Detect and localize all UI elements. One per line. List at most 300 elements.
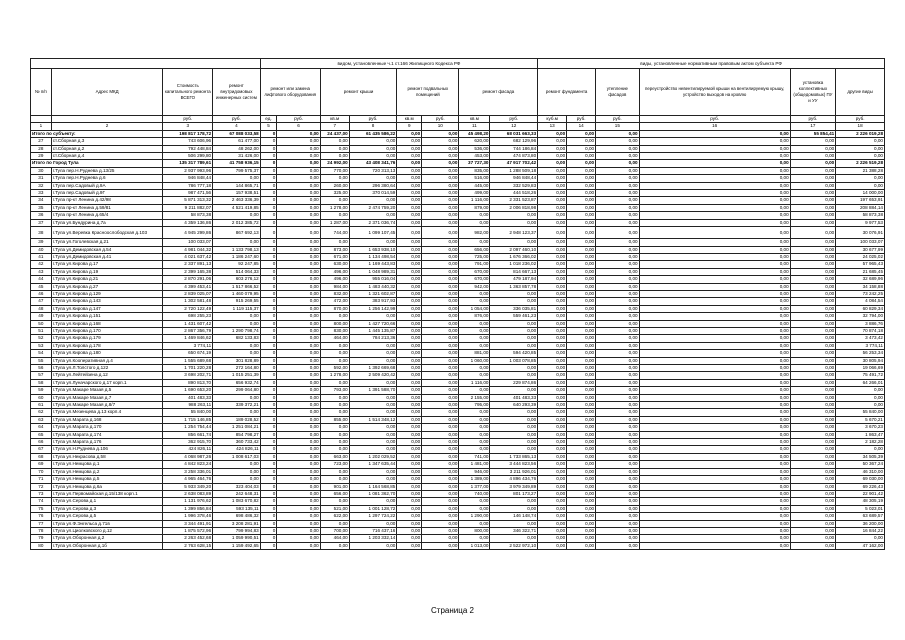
- value-cell: 4 399 453,41: [163, 283, 213, 290]
- row-address: г.Тула ул.Марата д.176: [51, 439, 163, 446]
- value-cell: 2 937 993,96: [163, 167, 213, 174]
- value-cell: 0,00: [567, 197, 596, 204]
- unit-cell: руб.: [163, 116, 213, 123]
- value-cell: 0,00: [397, 182, 422, 189]
- value-cell: 0,00: [639, 342, 790, 349]
- row-address: г.Тула ул.Кирова д.21: [51, 276, 163, 283]
- value-cell: 48 305,19: [836, 498, 885, 505]
- value-cell: 0,00: [397, 350, 422, 357]
- value-cell: 0,00: [277, 290, 320, 297]
- row-address: г.Тула ул.Кирова д.179: [51, 335, 163, 342]
- value-cell: 0: [260, 527, 277, 534]
- col-num-cell: 8: [349, 123, 397, 130]
- value-cell: 0,00: [422, 453, 459, 460]
- value-cell: 0,00: [538, 212, 567, 219]
- value-cell: 0,00: [397, 268, 422, 275]
- value-cell: 0,00: [790, 219, 836, 226]
- value-cell: 0,00: [538, 498, 567, 505]
- value-cell: 0,00: [277, 160, 320, 167]
- row-number: 44: [31, 276, 52, 283]
- value-cell: 401 483,33: [490, 394, 538, 401]
- value-cell: 19 066,69: [836, 365, 885, 372]
- value-cell: 0,00: [538, 219, 567, 226]
- row-number: 62: [31, 409, 52, 416]
- value-cell: 0,00: [538, 476, 567, 483]
- value-cell: 603 276,12: [213, 276, 261, 283]
- subtotal-label: Итого по субъекту:: [31, 130, 163, 137]
- value-cell: 0: [260, 513, 277, 520]
- row-number: 52: [31, 335, 52, 342]
- value-cell: 915 269,55: [213, 298, 261, 305]
- value-cell: 622,00: [320, 513, 349, 520]
- table-row: [31, 283, 885, 290]
- value-cell: 1 099 107,45: [349, 227, 397, 239]
- value-cell: 0,00: [596, 379, 639, 386]
- table-row: [31, 527, 885, 534]
- row-number: 46: [31, 290, 52, 297]
- value-cell: 47 162,00: [836, 542, 885, 549]
- value-cell: 63 689,57: [836, 513, 885, 520]
- value-cell: 0,00: [459, 446, 490, 453]
- value-cell: 0,00: [538, 138, 567, 145]
- value-cell: 0,00: [397, 431, 422, 438]
- row-number: 29: [31, 153, 52, 160]
- unit-cell: руб.: [567, 116, 596, 123]
- value-cell: 3 258 336,01: [163, 468, 213, 475]
- row-address: г.Тула ул.Кирова д.178: [51, 342, 163, 349]
- value-cell: 656 932,74: [213, 379, 261, 386]
- value-cell: 0,00: [277, 453, 320, 460]
- value-cell: 45 498,20: [459, 130, 490, 137]
- value-cell: 0,00: [639, 446, 790, 453]
- value-cell: 0,00: [538, 342, 567, 349]
- value-cell: 0,00: [320, 439, 349, 446]
- row-number: 43: [31, 268, 52, 275]
- row-number: 58: [31, 379, 52, 386]
- value-cell: 0,00: [277, 227, 320, 239]
- value-cell: 1 133 798,13: [213, 246, 261, 253]
- value-cell: 0,00: [790, 153, 836, 160]
- value-cell: 0: [260, 535, 277, 542]
- value-cell: 881,00: [459, 350, 490, 357]
- value-cell: 1 186 247,60: [213, 253, 261, 260]
- value-cell: 58 873,38: [836, 212, 885, 219]
- row-address: г.Тула ул.Серова д.1: [51, 498, 163, 505]
- value-cell: 0,00: [397, 409, 422, 416]
- value-cell: 0,00: [349, 520, 397, 527]
- value-cell: 0,00: [538, 290, 567, 297]
- value-cell: 2 263 452,68: [163, 535, 213, 542]
- value-cell: 670,00: [459, 276, 490, 283]
- value-cell: 0,00: [596, 350, 639, 357]
- value-cell: 0,00: [639, 424, 790, 431]
- value-cell: 0,00: [422, 446, 459, 453]
- value-cell: 0,00: [596, 290, 639, 297]
- value-cell: 1 460 079,95: [213, 290, 261, 297]
- value-cell: 21 388,28: [836, 167, 885, 174]
- value-cell: 0: [260, 290, 277, 297]
- row-number: 28: [31, 145, 52, 152]
- value-cell: 0,00: [790, 138, 836, 145]
- value-cell: 0,00: [836, 153, 885, 160]
- value-cell: 2 870 291,06: [163, 276, 213, 283]
- value-cell: 0,00: [349, 468, 397, 475]
- value-cell: 5 933 349,20: [163, 483, 213, 490]
- value-cell: 0,00: [490, 372, 538, 379]
- value-cell: 55 840,00: [836, 409, 885, 416]
- value-cell: 0,00: [639, 197, 790, 204]
- value-cell: 4 842 823,24: [163, 461, 213, 468]
- value-cell: 0,00: [422, 439, 459, 446]
- table-row: [31, 253, 885, 260]
- value-cell: 0,00: [277, 145, 320, 152]
- value-cell: 0,00: [639, 365, 790, 372]
- value-cell: 536,00: [459, 145, 490, 152]
- value-cell: 0,00: [596, 520, 639, 527]
- value-cell: 0,00: [397, 527, 422, 534]
- value-cell: 0,00: [639, 513, 790, 520]
- value-cell: 0,00: [567, 357, 596, 364]
- value-cell: 0,00: [490, 335, 538, 342]
- value-cell: 0,00: [422, 327, 459, 334]
- value-cell: 1 391 588,70: [349, 387, 397, 394]
- value-cell: 0,00: [538, 268, 567, 275]
- value-cell: 0,00: [277, 416, 320, 423]
- value-cell: 0,00: [397, 253, 422, 260]
- value-cell: 3 774,11: [163, 342, 213, 349]
- value-cell: 0: [260, 446, 277, 453]
- value-cell: 0,00: [320, 138, 349, 145]
- row-number: 54: [31, 350, 52, 357]
- table-row: [31, 197, 885, 204]
- value-cell: 0,00: [596, 204, 639, 211]
- value-cell: 0,00: [790, 372, 836, 379]
- value-cell: 800,00: [320, 320, 349, 327]
- row-address: г.Тула ул.Н.Руднева д.106: [51, 446, 163, 453]
- value-cell: 0,00: [397, 160, 422, 167]
- value-cell: 0,00: [459, 290, 490, 297]
- value-cell: 0,00: [459, 372, 490, 379]
- value-cell: 0,00: [277, 261, 320, 268]
- col-roof-conversion: переустройство невентилируемой крыши на вентилируемую крышу, устройство выходов на кровлю: [639, 69, 790, 116]
- value-cell: 0,00: [567, 527, 596, 534]
- row-address: г.Тула ул.Демидовская д.54: [51, 246, 163, 253]
- value-cell: 0,00: [639, 313, 790, 320]
- value-cell: 0,00: [397, 498, 422, 505]
- col-num-cell: 17: [790, 123, 836, 130]
- value-cell: 0,00: [490, 446, 538, 453]
- value-cell: 4 896 434,76: [490, 476, 538, 483]
- row-number: 61: [31, 402, 52, 409]
- value-cell: 68 031 663,33: [490, 130, 538, 137]
- row-address: г.Тула ул.Кирова д.151: [51, 313, 163, 320]
- row-number: 70: [31, 468, 52, 475]
- table-row: [31, 476, 885, 483]
- value-cell: 0,00: [277, 182, 320, 189]
- value-cell: 0,00: [422, 130, 459, 137]
- value-cell: 0,00: [490, 505, 538, 512]
- value-cell: 770,00: [320, 167, 349, 174]
- col-num-cell: 18: [836, 123, 885, 130]
- value-cell: 0,00: [277, 212, 320, 219]
- row-address: г.Тула ул.Кирова д.19: [51, 268, 163, 275]
- value-cell: 0,00: [277, 542, 320, 549]
- value-cell: 0,00: [596, 305, 639, 312]
- value-cell: 4 359 136,86: [163, 219, 213, 226]
- row-address: г.Тула ул.Кирова д.168: [51, 320, 163, 327]
- value-cell: 0,00: [567, 335, 596, 342]
- header-blank-left: [31, 59, 261, 69]
- row-number: 35: [31, 204, 52, 211]
- value-cell: 0,00: [567, 160, 596, 167]
- value-cell: 0,00: [538, 298, 567, 305]
- value-cell: 0,00: [422, 342, 459, 349]
- value-cell: 682 133,83: [213, 335, 261, 342]
- value-cell: 0: [260, 298, 277, 305]
- value-cell: 0,00: [422, 212, 459, 219]
- value-cell: 0,00: [213, 313, 261, 320]
- row-number: 27: [31, 138, 52, 145]
- table-row: [31, 298, 885, 305]
- value-cell: 0,00: [397, 424, 422, 431]
- value-cell: 0,00: [790, 197, 836, 204]
- value-cell: 0,00: [596, 357, 639, 364]
- value-cell: 0: [260, 342, 277, 349]
- table-row: [31, 357, 885, 364]
- value-cell: 856 661,74: [163, 431, 213, 438]
- value-cell: 0,00: [567, 219, 596, 226]
- value-cell: 69 226,43: [836, 483, 885, 490]
- value-cell: 0,00: [490, 424, 538, 431]
- value-cell: 0,00: [320, 498, 349, 505]
- row-address: г.Тула ул.Циолковского д.12: [51, 527, 163, 534]
- value-cell: 9 211 882,07: [163, 204, 213, 211]
- value-cell: 0,00: [320, 313, 349, 320]
- value-cell: 0,00: [596, 394, 639, 401]
- col-num-cell: 11: [459, 123, 490, 130]
- value-cell: 0,00: [320, 476, 349, 483]
- value-cell: 1 203 332,14: [349, 535, 397, 542]
- value-cell: 0,00: [567, 313, 596, 320]
- value-cell: 0,00: [277, 513, 320, 520]
- value-cell: 1 445 135,87: [349, 327, 397, 334]
- row-number: 80: [31, 542, 52, 549]
- value-cell: 3 698 202,71: [163, 372, 213, 379]
- value-cell: 0,00: [422, 145, 459, 152]
- value-cell: 0,00: [538, 387, 567, 394]
- value-cell: 0,00: [639, 402, 790, 409]
- value-cell: 472,00: [320, 298, 349, 305]
- value-cell: 0,00: [422, 138, 459, 145]
- value-cell: 0,00: [277, 327, 320, 334]
- value-cell: 814 667,13: [490, 268, 538, 275]
- value-cell: 1 083 670,82: [213, 498, 261, 505]
- value-cell: 0,00: [277, 527, 320, 534]
- col-engineering: ремонт внутридомовых инженерных систем: [213, 69, 261, 116]
- value-cell: 0,00: [567, 138, 596, 145]
- value-cell: 299 064,80: [213, 387, 261, 394]
- value-cell: 0,00: [538, 190, 567, 197]
- value-cell: 0,00: [277, 190, 320, 197]
- value-cell: 0,00: [538, 197, 567, 204]
- value-cell: 0,00: [397, 130, 422, 137]
- value-cell: 64 266,01: [836, 379, 885, 386]
- value-cell: 0,00: [459, 520, 490, 527]
- value-cell: 0,00: [790, 387, 836, 394]
- row-number: 69: [31, 461, 52, 468]
- value-cell: 362 915,70: [163, 439, 213, 446]
- value-cell: 479 187,94: [490, 276, 538, 283]
- value-cell: 0,00: [459, 327, 490, 334]
- value-cell: 0,00: [639, 476, 790, 483]
- value-cell: 0,00: [639, 227, 790, 239]
- value-cell: 0,00: [596, 246, 639, 253]
- value-cell: 0,00: [422, 313, 459, 320]
- value-cell: 0: [260, 212, 277, 219]
- value-cell: 800,00: [459, 527, 490, 534]
- value-cell: 4 021 637,42: [163, 253, 213, 260]
- value-cell: 301 828,89: [213, 357, 261, 364]
- value-cell: 0,00: [790, 483, 836, 490]
- value-cell: 0,00: [639, 335, 790, 342]
- value-cell: 0,00: [397, 320, 422, 327]
- value-cell: 0,00: [422, 305, 459, 312]
- value-cell: 1 116,00: [459, 379, 490, 386]
- value-cell: 0,00: [397, 468, 422, 475]
- value-cell: 0,00: [422, 535, 459, 542]
- value-cell: 0,00: [320, 379, 349, 386]
- value-cell: 0,00: [596, 130, 639, 137]
- value-cell: 0,00: [538, 527, 567, 534]
- value-cell: 640 293,39: [490, 402, 538, 409]
- value-cell: 2 006 818,98: [490, 204, 538, 211]
- value-cell: 0,00: [397, 394, 422, 401]
- value-cell: 0,00: [639, 379, 790, 386]
- value-cell: 0,00: [320, 542, 349, 549]
- value-cell: 4 981 044,32: [163, 246, 213, 253]
- row-address: г.Тула ул.Ф.Энгельса д.71в: [51, 520, 163, 527]
- value-cell: 0,00: [422, 190, 459, 197]
- value-cell: 0,00: [567, 416, 596, 423]
- value-cell: 1 254 754,44: [163, 424, 213, 431]
- value-cell: 0,00: [490, 387, 538, 394]
- value-cell: 0,00: [596, 402, 639, 409]
- value-cell: 0,00: [277, 219, 320, 226]
- row-address: г.Тула ул.Некрасова д.58: [51, 453, 163, 460]
- col-total-cost: Стоимость капитального ремонта ВСЕГО: [163, 69, 213, 116]
- value-cell: 0,00: [538, 483, 567, 490]
- row-address: г.Тула ул.Гоголевская д.21: [51, 239, 163, 246]
- unit-cell: руб.: [349, 116, 397, 123]
- value-cell: 1 302 581,48: [163, 298, 213, 305]
- row-number: 49: [31, 313, 52, 320]
- table-row: [31, 182, 885, 189]
- value-cell: 855,00: [320, 416, 349, 423]
- value-cell: 0,00: [836, 402, 885, 409]
- value-cell: 0: [260, 160, 277, 167]
- value-cell: 242 648,31: [213, 490, 261, 497]
- value-cell: 0,00: [349, 379, 397, 386]
- value-cell: 0,00: [277, 365, 320, 372]
- row-number: 68: [31, 453, 52, 460]
- value-cell: 0: [260, 402, 277, 409]
- value-cell: 0: [260, 261, 277, 268]
- value-cell: 260,00: [320, 182, 349, 189]
- value-cell: 0,00: [567, 290, 596, 297]
- value-cell: 0,00: [790, 505, 836, 512]
- value-cell: 0,00: [538, 439, 567, 446]
- value-cell: 0,00: [422, 365, 459, 372]
- value-cell: 0,00: [836, 145, 885, 152]
- value-cell: 650 674,19: [163, 350, 213, 357]
- value-cell: 0,00: [567, 167, 596, 174]
- value-cell: 0,00: [397, 197, 422, 204]
- value-cell: 0,00: [567, 446, 596, 453]
- value-cell: 4 084,54: [836, 298, 885, 305]
- row-number: 48: [31, 305, 52, 312]
- value-cell: 0,00: [538, 505, 567, 512]
- value-cell: 272 164,80: [213, 365, 261, 372]
- value-cell: 0,00: [397, 439, 422, 446]
- value-cell: 0,00: [567, 402, 596, 409]
- value-cell: 0,00: [320, 394, 349, 401]
- value-cell: 0,00: [790, 527, 836, 534]
- value-cell: 876,00: [459, 313, 490, 320]
- row-number: 71: [31, 476, 52, 483]
- value-cell: 0,00: [277, 246, 320, 253]
- value-cell: 0,00: [277, 253, 320, 260]
- table-row: [31, 513, 885, 520]
- table-row: [31, 145, 885, 152]
- value-cell: 0,00: [422, 372, 459, 379]
- value-cell: 0: [260, 453, 277, 460]
- value-cell: 0,00: [490, 327, 538, 334]
- value-cell: 0,00: [422, 335, 459, 342]
- value-cell: 0,00: [397, 453, 422, 460]
- value-cell: 0,00: [490, 342, 538, 349]
- value-cell: 3 670,23: [836, 424, 885, 431]
- value-cell: 1 159 492,65: [213, 542, 261, 549]
- value-cell: 0,00: [567, 305, 596, 312]
- value-cell: 984,00: [320, 283, 349, 290]
- value-cell: 444 518,26: [490, 190, 538, 197]
- value-cell: 0,00: [397, 542, 422, 549]
- row-number: 36: [31, 212, 52, 219]
- value-cell: 0,00: [397, 138, 422, 145]
- value-cell: 0,00: [596, 468, 639, 475]
- table-row: [31, 305, 885, 312]
- row-address: г.Тула пер.Н.Руднева д.6: [51, 175, 163, 182]
- value-cell: 453,00: [459, 153, 490, 160]
- value-cell: 0,00: [538, 535, 567, 542]
- value-cell: 47 917 702,42: [490, 160, 538, 167]
- value-cell: 0,00: [567, 387, 596, 394]
- value-cell: 0,00: [459, 342, 490, 349]
- value-cell: 0,00: [277, 197, 320, 204]
- row-address: г.Тула ул.Марата д.170: [51, 424, 163, 431]
- value-cell: 0,00: [422, 387, 459, 394]
- value-cell: 0,00: [397, 219, 422, 226]
- value-cell: 48 262,00: [213, 145, 261, 152]
- col-number: № п/п: [31, 69, 52, 116]
- value-cell: 0,00: [538, 379, 567, 386]
- value-cell: 0,00: [596, 175, 639, 182]
- value-cell: 982,00: [459, 227, 490, 239]
- value-cell: 0,00: [639, 268, 790, 275]
- value-cell: 325,00: [320, 190, 349, 197]
- value-cell: 32 689,96: [836, 276, 885, 283]
- value-cell: 157 938,51: [213, 190, 261, 197]
